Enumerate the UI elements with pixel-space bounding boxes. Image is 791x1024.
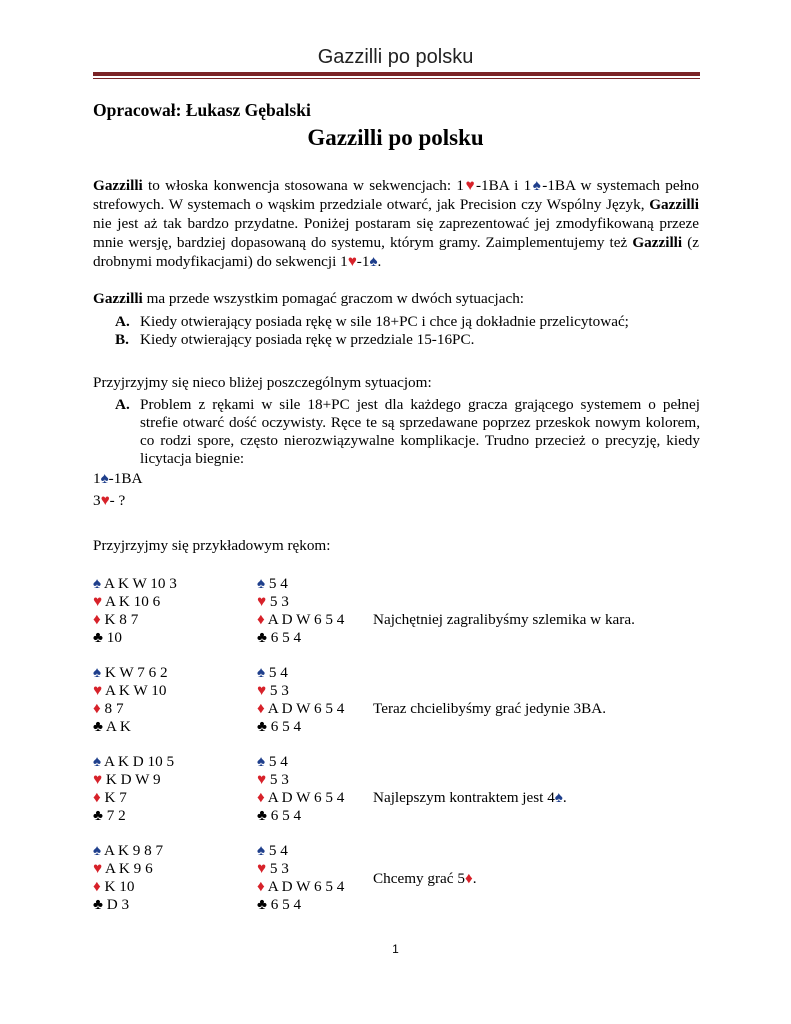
term-gazzilli: Gazzilli xyxy=(632,234,683,251)
term-gazzilli: Gazzilli xyxy=(93,290,143,307)
spade-icon: ♠ xyxy=(257,575,266,592)
club-icon: ♣ xyxy=(93,807,103,824)
holding: 6 5 4 xyxy=(266,896,302,913)
note-text: Najlepszym kontraktem jest 4 xyxy=(373,789,555,806)
intro-text: -1BA w systemach pełno strefowych. W systemach o wąskim przedziale otwarć, jak Precision czy Wspólny Język, xyxy=(93,177,699,213)
holding: K 7 xyxy=(100,789,127,806)
holding: 10 xyxy=(102,629,122,646)
bidding-line-2 xyxy=(93,492,125,510)
situations-lead xyxy=(93,290,524,308)
spade-icon: ♠ xyxy=(93,575,102,592)
example-3-note xyxy=(373,789,567,807)
bidding-line-1 xyxy=(93,470,142,488)
heart-icon: ♥ xyxy=(257,593,267,610)
bid-text: - ? xyxy=(109,492,126,509)
situations-text: ma przede wszystkim pomagać graczom w dwóch sytuacjach: xyxy=(142,290,525,307)
heart-icon: ♥ xyxy=(93,682,103,699)
holding: 5 4 xyxy=(265,842,288,859)
holding: K W 7 6 2 xyxy=(101,664,168,681)
intro-text: (z drobnymi modyfikacjami) do sekwencji 1 xyxy=(93,234,699,270)
club-icon: ♣ xyxy=(257,807,267,824)
spade-icon: ♠ xyxy=(554,789,563,806)
holding: 6 5 4 xyxy=(266,718,302,735)
holding: A K xyxy=(102,718,131,735)
club-icon: ♣ xyxy=(257,896,267,913)
situation-item xyxy=(115,331,700,349)
heart-icon: ♥ xyxy=(93,593,103,610)
heart-icon: ♥ xyxy=(347,253,357,270)
note-text: . xyxy=(562,789,567,806)
heart-icon: ♥ xyxy=(463,177,476,194)
heart-icon: ♥ xyxy=(93,860,103,877)
holding: 6 5 4 xyxy=(266,629,302,646)
holding: 7 2 xyxy=(102,807,126,824)
page-number: 1 xyxy=(392,942,399,956)
holding: K D W 9 xyxy=(102,771,161,788)
holding: A D W 6 5 4 xyxy=(264,700,345,717)
item-label: B. xyxy=(115,331,129,348)
term-gazzilli: Gazzilli xyxy=(649,196,699,213)
heart-icon: ♥ xyxy=(100,492,110,509)
example-4-opener-hand xyxy=(93,842,163,914)
running-header: Gazzilli po polsku xyxy=(317,46,474,68)
example-1-responder-hand xyxy=(257,575,344,647)
spade-icon: ♠ xyxy=(257,753,266,770)
holding: 5 4 xyxy=(265,664,288,681)
spade-icon: ♠ xyxy=(93,753,102,770)
holding: A K D 10 5 xyxy=(101,753,175,770)
holding: A D W 6 5 4 xyxy=(264,878,345,895)
heart-icon: ♥ xyxy=(257,682,267,699)
diamond-icon: ♦ xyxy=(93,611,101,628)
holding: 6 5 4 xyxy=(266,807,302,824)
intro-text: . xyxy=(377,253,382,270)
club-icon: ♣ xyxy=(93,718,103,735)
diamond-icon: ♦ xyxy=(93,878,101,895)
holding: A K 9 8 7 xyxy=(101,842,164,859)
holding: D 3 xyxy=(102,896,130,913)
closer-lead: Przyjrzyjmy się nieco bliżej poszczególnym sytuacjom: xyxy=(93,374,432,391)
heart-icon: ♥ xyxy=(257,771,267,788)
holding: A K 10 6 xyxy=(102,593,161,610)
intro-text: nie jest aż tak bardzo przydatne. Poniżej postaram się zaprezentować jej zmodyfikowaną przeze mnie wersję, bardziej dopasowaną do systemu, którym gramy. Zaimplementujemy też xyxy=(93,215,699,251)
club-icon: ♣ xyxy=(257,629,267,646)
example-3-responder-hand xyxy=(257,753,344,825)
item-text: Kiedy otwierający posiada rękę w sile 18+PC i chce ją dokładnie przelicytować; xyxy=(140,313,629,330)
example-2-note: Teraz chcielibyśmy grać jedynie 3BA. xyxy=(373,700,606,717)
examples-intro: Przyjrzyjmy się przykładowym rękom: xyxy=(93,537,331,554)
spade-icon: ♠ xyxy=(369,253,378,270)
holding: 5 4 xyxy=(265,753,288,770)
header-rule-thin xyxy=(93,78,700,79)
item-text: Problem z rękami w sile 18+PC jest dla każdego gracza grającego systemem o pełnej strefie otwarć dość oczywisty. Ręce te są sprzedawane poprzez przeskok nowym kolorem, co rodzi spore, często nierozwiązywalne komplikacje. Trudno przecież o precyzję, kiedy licytacja biegnie: xyxy=(140,396,700,467)
header-rule xyxy=(93,72,700,76)
note-text: . xyxy=(472,870,477,887)
item-label: A. xyxy=(115,396,130,413)
holding: 5 4 xyxy=(265,575,288,592)
holding: A K W 10 xyxy=(102,682,167,699)
term-gazzilli: Gazzilli xyxy=(93,177,143,194)
intro-text: to włoska konwencja stosowana w sekwencjach: 1 xyxy=(142,177,464,194)
diamond-icon: ♦ xyxy=(257,878,265,895)
bid-text: -1BA xyxy=(108,470,143,487)
club-icon: ♣ xyxy=(93,629,103,646)
closer-item xyxy=(115,396,700,468)
author-line: Opracował: Łukasz Gębalski xyxy=(93,100,311,120)
holding: A D W 6 5 4 xyxy=(264,789,345,806)
diamond-icon: ♦ xyxy=(464,870,473,887)
example-4-note xyxy=(373,870,476,888)
holding: 5 3 xyxy=(266,682,289,699)
note-text: Chcemy grać 5 xyxy=(373,870,465,887)
holding: 8 7 xyxy=(100,700,124,717)
item-text: Kiedy otwierający posiada rękę w przedziale 15-16PC. xyxy=(140,331,475,348)
diamond-icon: ♦ xyxy=(93,789,101,806)
diamond-icon: ♦ xyxy=(257,700,265,717)
spade-icon: ♠ xyxy=(93,664,102,681)
diamond-icon: ♦ xyxy=(257,611,265,628)
example-2-responder-hand xyxy=(257,664,344,736)
intro-text: -1BA i 1 xyxy=(475,177,532,194)
intro-paragraph xyxy=(93,176,699,271)
diamond-icon: ♦ xyxy=(257,789,265,806)
example-4-responder-hand xyxy=(257,842,344,914)
heart-icon: ♥ xyxy=(257,860,267,877)
spade-icon: ♠ xyxy=(100,470,109,487)
item-label: A. xyxy=(115,313,130,330)
holding: 5 3 xyxy=(266,593,289,610)
spade-icon: ♠ xyxy=(93,842,102,859)
document-title: Gazzilli po polsku xyxy=(307,125,484,150)
spade-icon: ♠ xyxy=(257,842,266,859)
example-1-note: Najchętniej zagralibyśmy szlemika w kara. xyxy=(373,611,635,628)
spade-icon: ♠ xyxy=(257,664,266,681)
holding: 5 3 xyxy=(266,771,289,788)
holding: 5 3 xyxy=(266,860,289,877)
spade-icon: ♠ xyxy=(531,177,543,194)
example-3-opener-hand xyxy=(93,753,174,825)
intro-text: -1 xyxy=(356,253,370,270)
holding: K 10 xyxy=(100,878,135,895)
heart-icon: ♥ xyxy=(93,771,103,788)
example-1-opener-hand xyxy=(93,575,177,647)
bid-text: 3 xyxy=(93,492,101,509)
diamond-icon: ♦ xyxy=(93,700,101,717)
club-icon: ♣ xyxy=(257,718,267,735)
bid-text: 1 xyxy=(93,470,101,487)
situation-item xyxy=(115,313,700,331)
holding: K 8 7 xyxy=(100,611,139,628)
holding: A K W 10 3 xyxy=(101,575,177,592)
holding: A D W 6 5 4 xyxy=(264,611,345,628)
holding: A K 9 6 xyxy=(102,860,153,877)
example-2-opener-hand xyxy=(93,664,168,736)
club-icon: ♣ xyxy=(93,896,103,913)
